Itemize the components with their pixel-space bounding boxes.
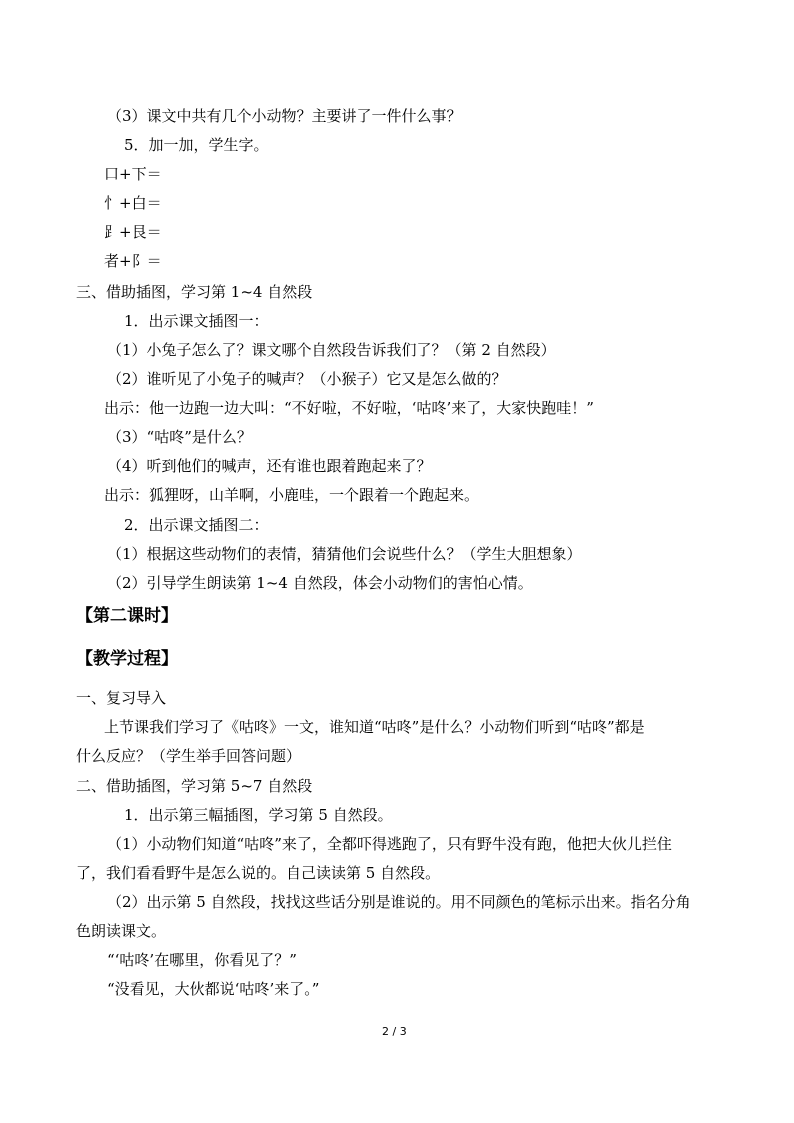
text-line: 出示：他一边跑一边大叫：“不好啦，不好啦，‘咕咚’来了，大家快跑哇！” [104, 399, 594, 417]
text-line: （2）出示第 5 自然段，找找这些话分别是谁说的。用不同颜色的笔标示出来。指名分角 [107, 893, 691, 911]
text-line: （1）根据这些动物们的表情，猜猜他们会说些什么？（学生大胆想象） [107, 545, 582, 563]
page-number: 2 / 3 [382, 1025, 407, 1038]
lesson-heading: 【教学过程】 [76, 649, 178, 669]
text-line: 什么反应？（学生举手回答问题） [76, 747, 302, 765]
text-line: 色朗读课文。 [76, 922, 167, 940]
text-line: ⻊+艮＝ [104, 223, 162, 241]
text-line: （3）“咕咚”是什么？ [107, 428, 252, 446]
text-line: （3）课文中共有几个小动物？主要讲了一件什么事？ [107, 107, 462, 125]
text-line: 2．出示课文插图二： [124, 516, 269, 534]
text-line: （1）小兔子怎么了？课文哪个自然段告诉我们了？（第 2 自然段） [107, 341, 556, 359]
text-line: 了，我们看看野牛是怎么说的。自己读读第 5 自然段。 [76, 864, 441, 882]
section-heading: 一、复习导入 [76, 689, 167, 707]
text-line: （2）谁听见了小兔子的喊声？（小猴子）它又是怎么做的？ [107, 370, 507, 388]
text-line: 1．出示课文插图一： [124, 312, 269, 330]
text-line: “‘咕咚’在哪里，你看见了？” [107, 951, 297, 969]
section-heading: 三、借助插图，学习第 1~4 自然段 [76, 283, 313, 301]
text-line: 5．加一加，学生字。 [124, 136, 269, 154]
text-line: “没看见，大伙都说‘咕咚’来了。” [107, 980, 320, 998]
section-heading: 二、借助插图，学习第 5~7 自然段 [76, 777, 313, 795]
text-line: 出示：狐狸呀，山羊啊，小鹿哇，一个跟着一个跑起来。 [104, 486, 480, 504]
text-line: 者+阝＝ [104, 252, 162, 270]
text-line: 上节课我们学习了《咕咚》一文，谁知道“咕咚”是什么？小动物们听到“咕咚”都是 [104, 718, 645, 736]
text-line: （4）听到他们的喊声，还有谁也跟着跑起来了？ [107, 457, 432, 475]
text-line: 口+下＝ [104, 165, 162, 183]
text-line: 忄+白＝ [104, 194, 162, 212]
text-line: 1．出示第三幅插图，学习第 5 自然段。 [124, 806, 393, 824]
text-line: （2）引导学生朗读第 1~4 自然段，体会小动物们的害怕心情。 [107, 574, 533, 592]
lesson-heading: 【第二课时】 [76, 606, 178, 626]
text-line: （1）小动物们知道“咕咚”来了，全都吓得逃跑了，只有野牛没有跑，他把大伙儿拦住 [107, 835, 672, 853]
